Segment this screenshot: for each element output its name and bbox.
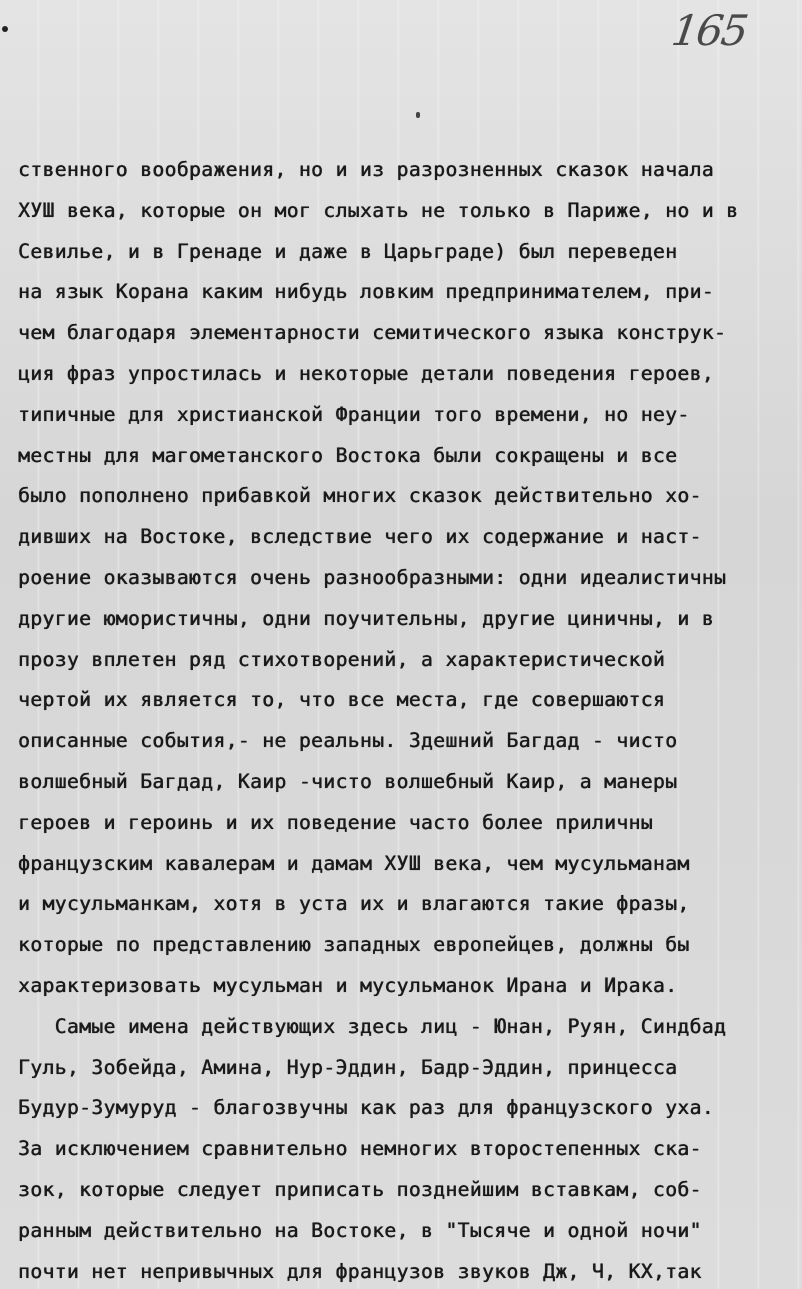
text-line: героев и героинь и их поведение часто более приличны bbox=[18, 810, 653, 834]
text-line: прозу вплетен ряд стихотворений, а характеристической bbox=[18, 647, 666, 671]
text-line: и мусульманкам, хотя в уста их и влагаются такие фразы, bbox=[18, 892, 690, 916]
text-line: характеризовать мусульман и мусульманок Ирана и Ирака. bbox=[18, 973, 678, 997]
text-line: роение оказываются очень разнообразными: одни идеалистичны bbox=[18, 565, 727, 589]
text-line: Гуль, Зобейда, Амина, Нур-Эддин, Бадр-Эддин, принцесса bbox=[18, 1055, 678, 1079]
ink-speck bbox=[416, 112, 420, 118]
text-line: на язык Корана каким нибудь ловким предпринимателем, при- bbox=[18, 280, 714, 304]
text-line: дивших на Востоке, вследствие чего их содержание и наст- bbox=[18, 525, 702, 549]
page-number: 165 bbox=[668, 6, 750, 55]
text-line: зок, которые следует приписать позднейшим вставкам, соб- bbox=[18, 1177, 702, 1201]
text-line: местны для магометанского Востока были сокращены и все bbox=[18, 443, 678, 467]
text-line: Севилье, и в Гренаде и даже в Царьграде) был переведен bbox=[18, 239, 678, 263]
text-line: типичные для христианской Франции того времени, но неу- bbox=[18, 402, 690, 426]
text-line: было пополнено прибавкой многих сказок действительно хо- bbox=[18, 484, 702, 508]
text-line: почти нет непривычных для французов звуков Дж, Ч, КХ,так bbox=[18, 1259, 702, 1283]
text-line: За исключением сравнительно немногих второстепенных ска- bbox=[18, 1137, 702, 1161]
text-line: Самые имена действующих здесь лиц - Юнан, Руян, Синдбад bbox=[18, 1014, 727, 1038]
text-line: французским кавалерам и дамам ХУШ века, чем мусульманам bbox=[18, 851, 690, 875]
text-line: ственного воображения, но и из разрозненных сказок начала bbox=[18, 158, 714, 181]
text-line: другие юмористичны, одни поучительны, другие циничны, и в bbox=[18, 606, 714, 630]
text-line: волшебный Багдад, Каир -чисто волшебный Каир, а манеры bbox=[18, 769, 678, 793]
text-line: ция фраз упростилась и некоторые детали поведения героев, bbox=[18, 361, 714, 385]
text-line: Будур-Зумуруд - благозвучны как раз для французского уха. bbox=[18, 1096, 714, 1120]
text-line: описанные события,- не реальны. Здешний Багдад - чисто bbox=[18, 729, 678, 753]
body-text bbox=[18, 150, 798, 1289]
ink-dot bbox=[2, 26, 8, 32]
text-line: чертой их является то, что все места, где совершаются bbox=[18, 688, 666, 712]
text-line: ранным действительно на Востоке, в "Тысяче и одной ночи" bbox=[18, 1218, 702, 1242]
text-line: ХУШ века, которые он мог слыхать не только в Париже, но и в bbox=[18, 198, 739, 222]
text-line: чем благодаря элементарности семитического языка конструк- bbox=[18, 321, 727, 345]
text-line: которые по представлению западных европейцев, должны бы bbox=[18, 933, 690, 957]
